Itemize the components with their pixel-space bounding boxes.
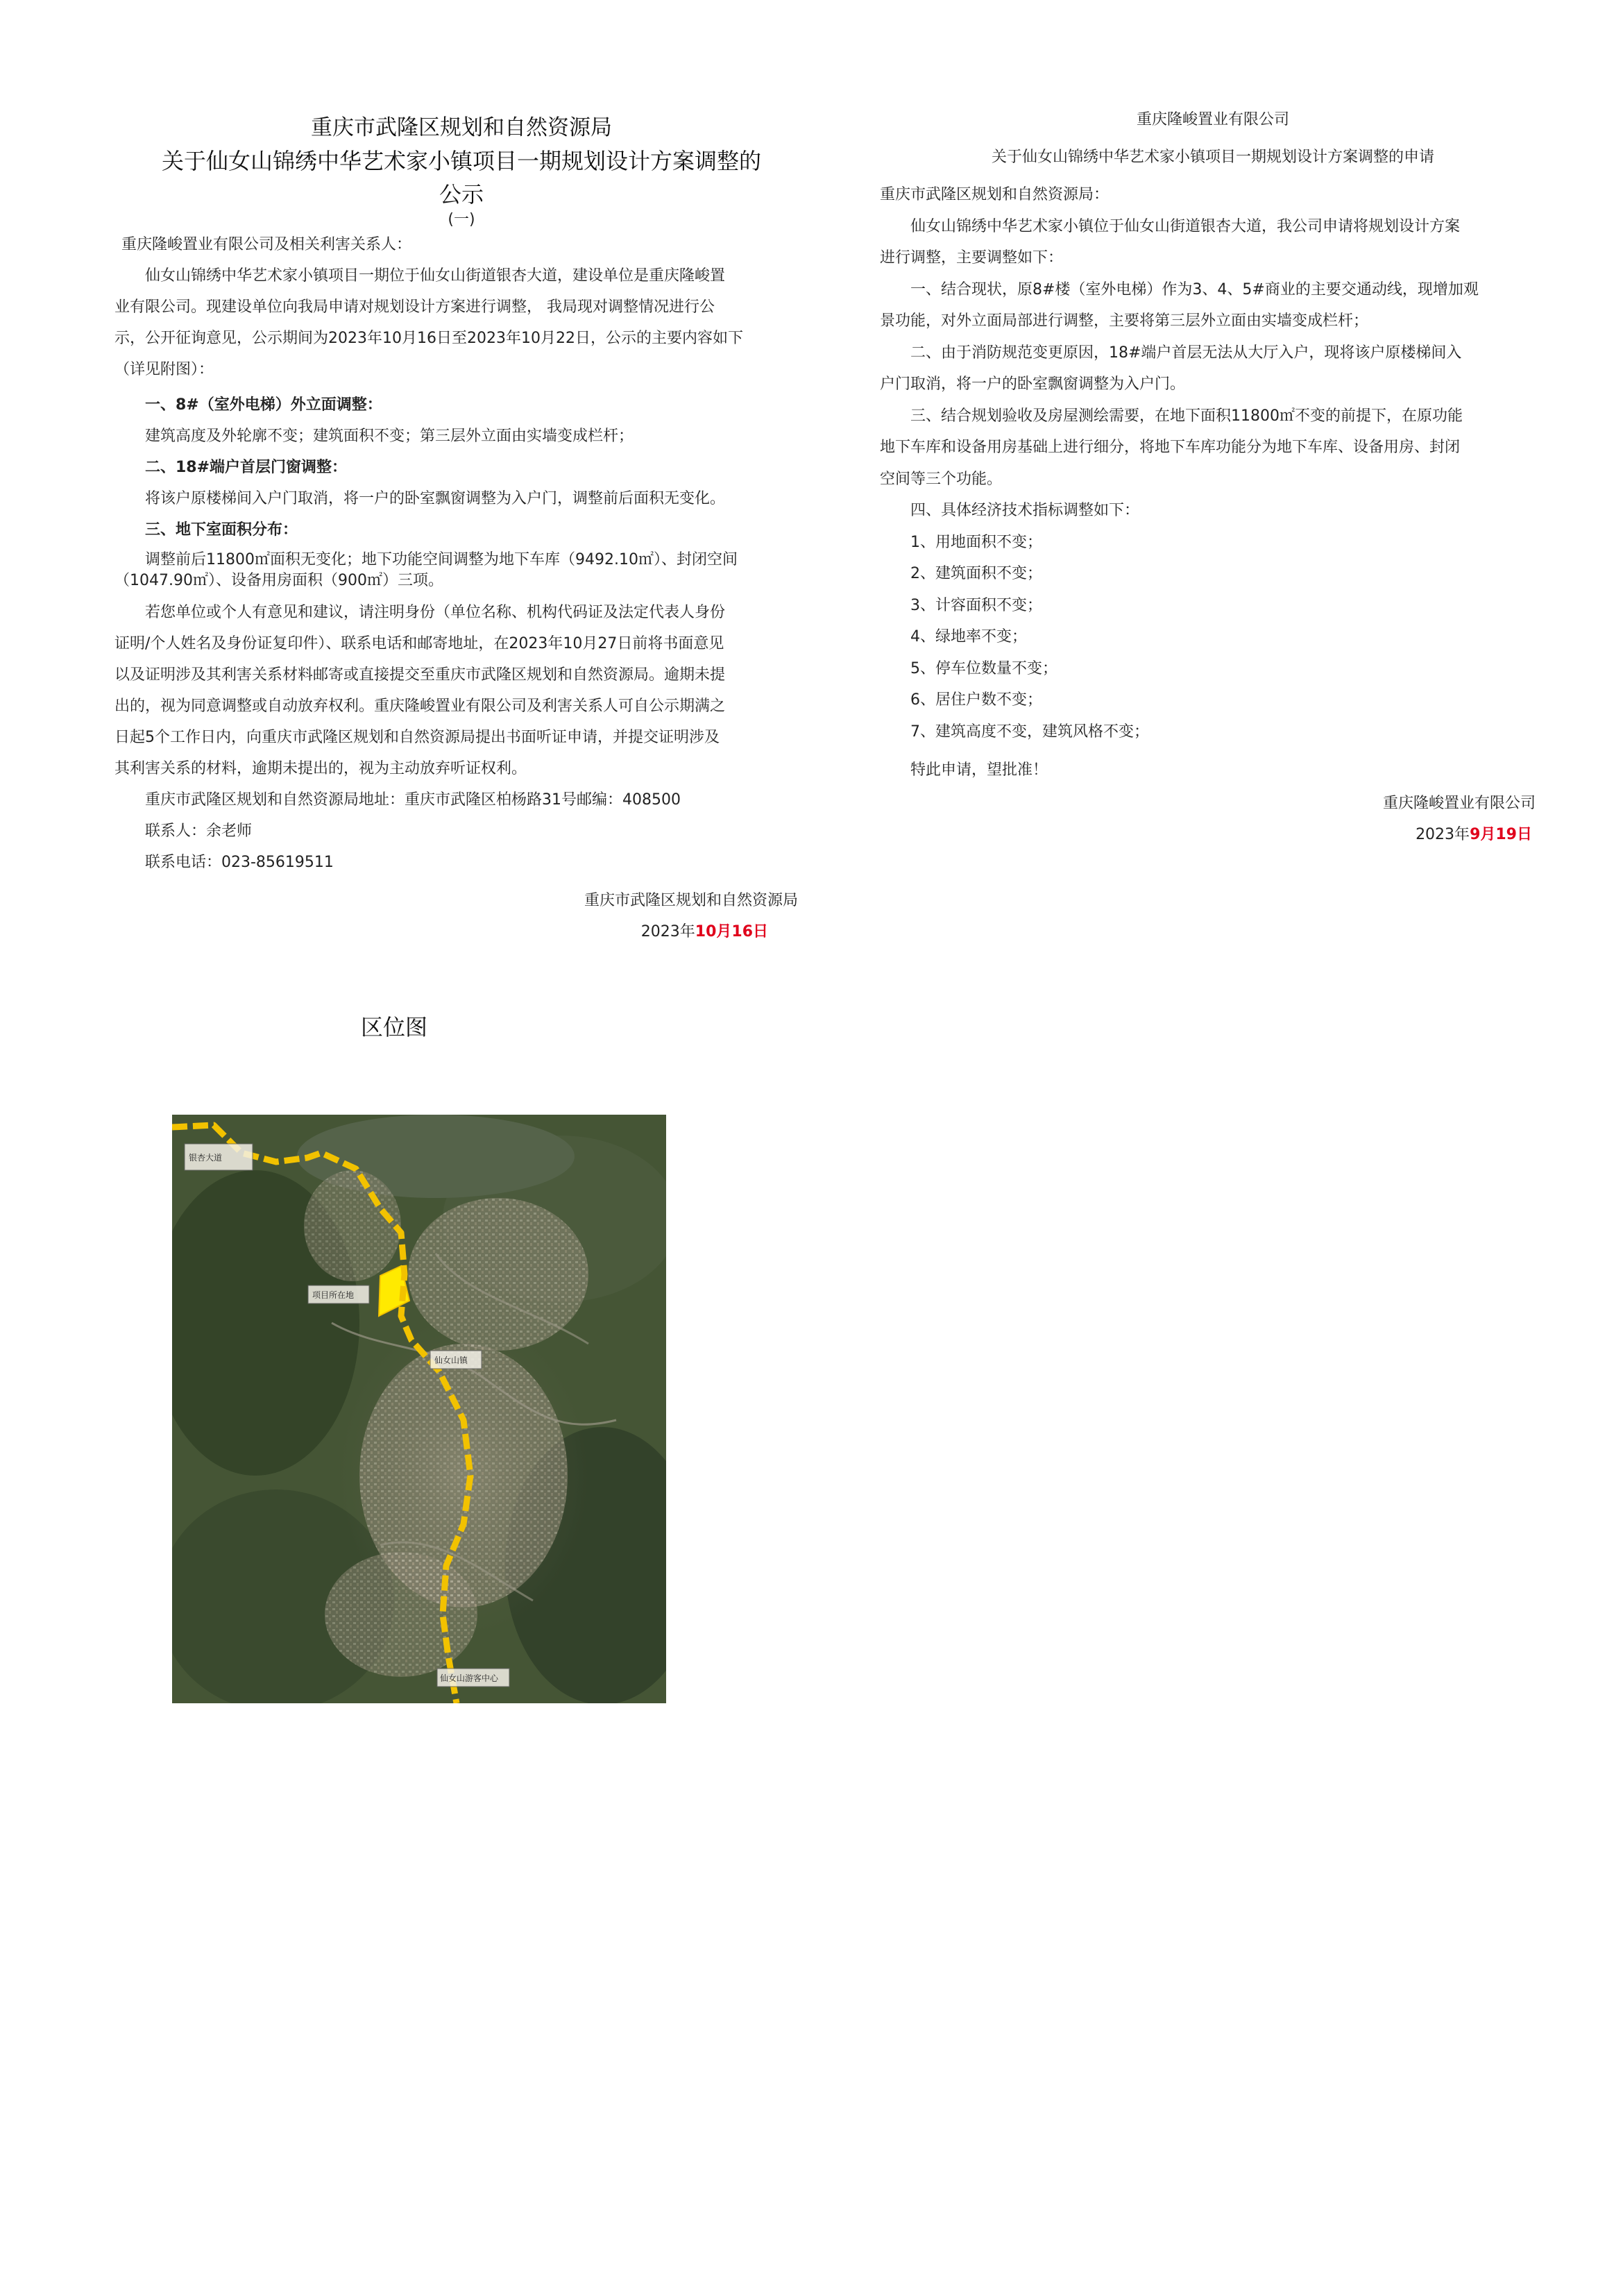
public-notice	[114, 111, 808, 947]
notice-intro-line: （详见附图）：	[114, 361, 214, 378]
letter-date-red: 9月19日	[1470, 825, 1532, 843]
indicator-item: 7、建筑高度不变，建筑风格不变；	[910, 723, 1149, 741]
map-label-yinxing-avenue	[185, 1144, 253, 1170]
section2-text: 将该户原楼梯间入户门取消，将一户的卧室飘窗调整为入户门，调整前后面积无变化。	[145, 490, 726, 507]
letter-item4: 四、具体经济技术指标调整如下：	[910, 502, 1140, 519]
contact-person: 联系人：余老师	[145, 822, 253, 840]
map-title: 区位图	[361, 1014, 428, 1040]
location-map	[172, 1115, 666, 1703]
notice-title-line2: 关于仙女山锦绣中华艺术家小镇项目一期规划设计方案调整的	[161, 148, 761, 174]
bureau-address: 重庆市武隆区规划和自然资源局地址：重庆市武隆区柏杨路31号邮编：408500	[145, 791, 681, 809]
indicator-item: 4、绿地率不变；	[910, 628, 1027, 645]
feedback-line: 若您单位或个人有意见和建议，请注明身份（单位名称、机构代码证及法定代表人身份	[145, 604, 726, 621]
svg-text:仙女山镇: 仙女山镇	[434, 1356, 468, 1365]
letter-intro-line: 仙女山锦绣中华艺术家小镇位于仙女山街道银杏大道，我公司申请将规划设计方案	[910, 217, 1461, 235]
notice-date-red: 10月16日	[695, 923, 768, 940]
indicator-item: 5、停车位数量不变；	[910, 659, 1057, 677]
notice-subtitle: (一)	[448, 211, 475, 228]
contact-phone: 联系电话：023-85619511	[145, 854, 334, 871]
indicator-item: 1、用地面积不变；	[910, 533, 1042, 551]
notice-title-line3: 公示	[439, 181, 484, 208]
letter-title: 关于仙女山锦绣中华艺术家小镇项目一期规划设计方案调整的申请	[991, 149, 1434, 166]
indicator-item: 2、建筑面积不变；	[910, 565, 1042, 582]
letter-intro-line: 进行调整，主要调整如下：	[880, 249, 1064, 267]
letter-addressee: 重庆市武隆区规划和自然资源局：	[880, 186, 1110, 203]
svg-text:项目所在地: 项目所在地	[312, 1290, 355, 1300]
letter-item2-line: 二、由于消防规范变更原因，18#端户首层无法从大厅入户，现将该户原楼梯间入	[910, 344, 1462, 362]
feedback-line: 以及证明涉及其利害关系材料邮寄或直接提交至重庆市武隆区规划和自然资源局。逾期未提	[114, 666, 726, 684]
indicator-item: 3、计容面积不变；	[910, 596, 1042, 614]
feedback-line: 出的，视为同意调整或自动放弃权利。重庆隆峻置业有限公司及利害关系人可自公示期满之	[114, 698, 726, 715]
notice-intro-line: 示，公开征询意见，公示期间为2023年10月16日至2023年10月22日，公示的主要内容如下	[114, 330, 743, 347]
letter-item3-line: 地下车库和设备用房基础上进行细分，将地下车库功能分为地下车库、设备用房、封闭	[880, 439, 1461, 456]
map-label-project-site	[308, 1285, 369, 1303]
letter-item3-line: 空间等三个功能。	[880, 470, 1003, 488]
letter-item1-line: 一、结合现状，原8#楼（室外电梯）作为3、4、5#商业的主要交通动线，现增加观	[910, 280, 1479, 298]
map-label-xiannvshan-town	[430, 1351, 482, 1369]
notice-intro-line: 业有限公司。现建设单位向我局申请对规划设计方案进行调整， 我局现对调整情况进行公	[114, 298, 715, 316]
svg-text:仙女山游客中心: 仙女山游客中心	[440, 1673, 499, 1683]
section3-text-line: 调整前后11800㎡面积无变化；地下功能空间调整为地下车库（9492.10㎡）、封闭空间	[145, 551, 738, 568]
letter-item2-line: 户门取消，将一户的卧室飘窗调整为入户门。	[880, 375, 1186, 393]
section3-heading: 三、地下室面积分布：	[145, 521, 298, 539]
notice-intro-line: 仙女山锦绣中华艺术家小镇项目一期位于仙女山街道银杏大道，建设单位是重庆隆峻置	[145, 267, 726, 285]
letter-item3-line: 三、结合规划验收及房屋测绘需要，在地下面积11800㎡不变的前提下，在原功能	[910, 407, 1463, 425]
satellite-image	[172, 1115, 666, 1703]
section3-text-line: （1047.90㎡）、设备用房面积（900㎡）三项。	[114, 572, 443, 589]
section2-heading: 二、18#端户首层门窗调整：	[145, 459, 348, 476]
feedback-line: 证明/个人姓名及身份证复印件）、联系电话和邮寄地址，在2023年10月27日前将书面意见	[114, 635, 724, 652]
letter-date-year: 2023年	[1416, 825, 1470, 843]
notice-greeting: 重庆隆峻置业有限公司及相关利害关系人：	[121, 236, 412, 253]
letter-date	[880, 819, 1546, 850]
feedback-line: 日起5个工作日内，向重庆市武隆区规划和自然资源局提出书面听证申请，并提交证明涉及	[114, 729, 720, 746]
svg-text:银杏大道: 银杏大道	[189, 1153, 223, 1163]
letter-item1-line: 景功能，对外立面局部进行调整，主要将第三层外立面由实墙变成栏杆；	[880, 312, 1369, 330]
application-letter	[880, 104, 1546, 850]
letter-company-header: 重庆隆峻置业有限公司	[1136, 111, 1289, 128]
letter-closing: 特此申请，望批准！	[910, 761, 1048, 779]
notice-date-year: 2023年	[640, 923, 695, 940]
section1-text: 建筑高度及外轮廓不变；建筑面积不变；第三层外立面由实墙变成栏杆；	[145, 428, 634, 445]
notice-date	[114, 916, 808, 947]
map-label-visitor-center	[437, 1669, 509, 1687]
indicator-item: 6、居住户数不变；	[910, 691, 1042, 709]
notice-signature: 重庆市武隆区规划和自然资源局	[584, 892, 798, 909]
letter-signature: 重庆隆峻置业有限公司	[1382, 794, 1536, 812]
section1-heading: 一、8#（室外电梯）外立面调整：	[145, 396, 382, 414]
notice-title-line1: 重庆市武隆区规划和自然资源局	[311, 115, 612, 140]
feedback-line: 其利害关系的材料，逾期未提出的，视为主动放弃听证权利。	[114, 760, 527, 777]
